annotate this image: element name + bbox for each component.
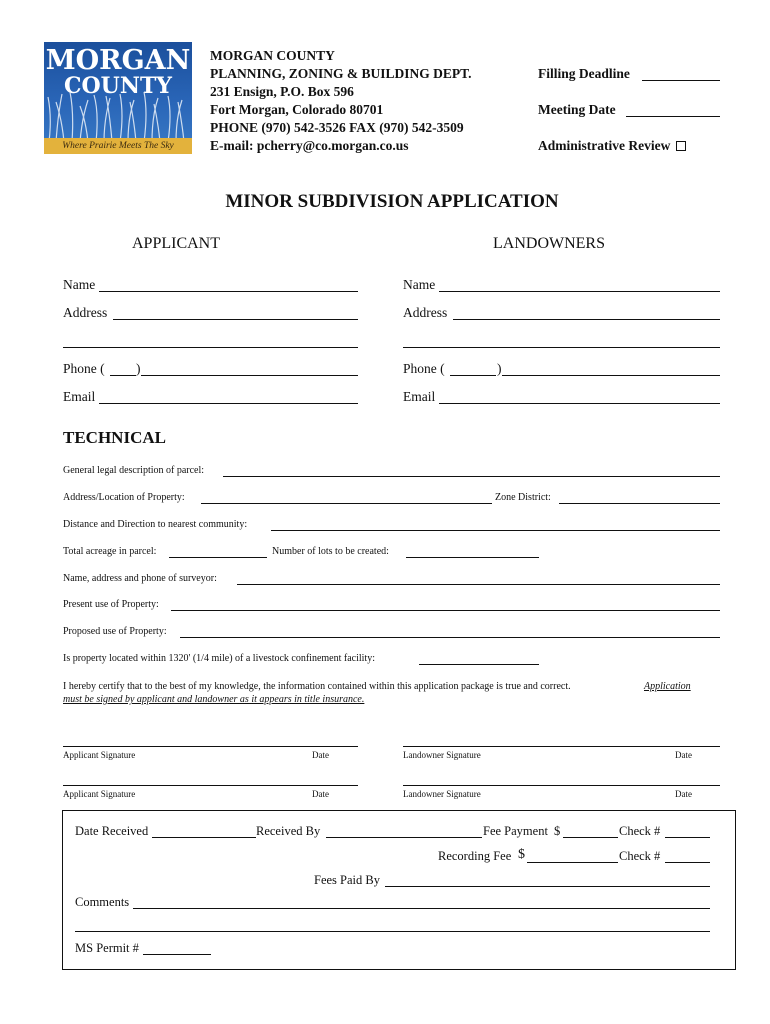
legal-desc-field[interactable] [223, 476, 720, 477]
applicant-signature-label-1: Applicant Signature [63, 750, 136, 760]
fee-check-label: Check # [619, 824, 661, 838]
header-dept: PLANNING, ZONING & BUILDING DEPT. [210, 66, 472, 81]
ms-permit-field[interactable] [143, 954, 211, 955]
distance-field[interactable] [271, 530, 720, 531]
applicant-name-field[interactable] [99, 291, 358, 292]
fees-paid-by-label: Fees Paid By [314, 873, 380, 887]
landowner-name-label: Name [403, 277, 436, 292]
admin-review-checkbox[interactable] [676, 141, 686, 151]
proposed-use-label: Proposed use of Property: [63, 626, 167, 637]
applicant-heading: APPLICANT [132, 235, 221, 252]
acreage-label: Total acreage in parcel: [63, 546, 157, 557]
landowners-heading: LANDOWNERS [493, 235, 605, 252]
admin-review-row [538, 138, 686, 154]
landowner-name-field[interactable] [439, 291, 720, 292]
present-use-field[interactable] [171, 610, 720, 611]
lots-label: Number of lots to be created: [272, 546, 389, 557]
fee-payment-label: Fee Payment [483, 824, 548, 838]
surveyor-field[interactable] [237, 584, 720, 585]
address-location-label: Address/Location of Property: [63, 492, 185, 503]
recording-fee-label: Recording Fee [438, 849, 512, 863]
filing-deadline-label: Filling Deadline [538, 66, 630, 81]
date-received-field[interactable] [152, 837, 256, 838]
landowner-email-label: Email [403, 389, 436, 404]
applicant-date-label-2: Date [312, 789, 329, 799]
admin-review-label: Administrative Review [538, 138, 671, 153]
header-address2: Fort Morgan, Colorado 80701 [210, 102, 384, 117]
lots-field[interactable] [406, 557, 539, 558]
applicant-phone-field[interactable] [141, 375, 358, 376]
landowner-phone-area-field[interactable] [450, 375, 496, 376]
applicant-address-field[interactable] [113, 319, 358, 320]
date-received-label: Date Received [75, 824, 149, 838]
recording-check-field[interactable] [665, 862, 710, 863]
landowner-date-label-2: Date [675, 789, 692, 799]
applicant-signature-label-2: Applicant Signature [63, 789, 136, 799]
landowner-signature-line-1[interactable] [403, 746, 720, 747]
header-org: MORGAN COUNTY [210, 48, 335, 63]
county-logo [44, 42, 192, 154]
landowner-phone-close: ) [497, 361, 502, 376]
zone-district-field[interactable] [559, 503, 720, 504]
landowner-address-line2[interactable] [403, 347, 720, 348]
applicant-name-label: Name [63, 277, 96, 292]
address-location-field[interactable] [201, 503, 492, 504]
landowner-address-label: Address [403, 305, 448, 320]
technical-heading: TECHNICAL [63, 428, 166, 447]
landowner-signature-label-1: Landowner Signature [403, 750, 481, 760]
recording-fee-field[interactable] [527, 862, 618, 863]
recording-check-label: Check # [619, 849, 661, 863]
landowner-address-field[interactable] [453, 319, 720, 320]
legal-desc-label: General legal description of parcel: [63, 465, 205, 476]
certify-note1: Application [644, 681, 691, 692]
header-phone: PHONE (970) 542-3526 FAX (970) 542-3509 [210, 120, 464, 135]
header-email: E-mail: pcherry@co.morgan.co.us [210, 138, 409, 153]
landowner-date-label-1: Date [675, 750, 692, 760]
applicant-phone-close: ) [136, 361, 141, 376]
distance-label: Distance and Direction to nearest community: [63, 519, 248, 530]
landowner-signature-label-2: Landowner Signature [403, 789, 481, 799]
page-title: MINOR SUBDIVISION APPLICATION [225, 191, 559, 212]
logo-line1: MORGAN [45, 45, 191, 76]
landowner-phone-field[interactable] [502, 375, 720, 376]
proposed-use-field[interactable] [180, 637, 720, 638]
applicant-signature-line-2[interactable] [63, 785, 358, 786]
fee-payment-field[interactable] [563, 837, 618, 838]
logo-tagline: Where Prairie Meets The Sky [44, 138, 192, 154]
filing-deadline-field[interactable] [642, 80, 720, 81]
logo-line2: COUNTY [63, 73, 173, 99]
landowner-signature-line-2[interactable] [403, 785, 720, 786]
meeting-date-field[interactable] [626, 116, 720, 117]
applicant-address-label: Address [63, 305, 108, 320]
received-by-label: Received By [256, 824, 321, 838]
landowner-email-field[interactable] [439, 403, 720, 404]
comments-line2[interactable] [75, 931, 710, 932]
fee-payment-dollar: $ [554, 824, 561, 838]
recording-fee-dollar: $ [518, 847, 525, 862]
applicant-email-field[interactable] [99, 403, 358, 404]
applicant-phone-label: Phone ( [63, 361, 105, 376]
comments-label: Comments [75, 895, 130, 909]
fee-check-field[interactable] [665, 837, 710, 838]
applicant-email-label: Email [63, 389, 96, 404]
certify-note2: must be signed by applicant and landowner as it appears in title insurance. [63, 694, 365, 705]
landowner-phone-label: Phone ( [403, 361, 445, 376]
ms-permit-label: MS Permit # [75, 941, 139, 955]
header-address1: 231 Ensign, P.O. Box 596 [210, 84, 354, 99]
livestock-label: Is property located within 1320' (1/4 mile) of a livestock confinement facility: [63, 653, 375, 664]
applicant-signature-line-1[interactable] [63, 746, 358, 747]
acreage-field[interactable] [169, 557, 267, 558]
surveyor-label: Name, address and phone of surveyor: [63, 573, 217, 584]
prairie-grass-icon [44, 92, 192, 142]
received-by-field[interactable] [326, 837, 482, 838]
present-use-label: Present use of Property: [63, 599, 159, 610]
applicant-address-line2[interactable] [63, 347, 358, 348]
applicant-phone-area-field[interactable] [110, 375, 136, 376]
meeting-date-label: Meeting Date [538, 102, 616, 117]
applicant-date-label-1: Date [312, 750, 329, 760]
certify-text: I hereby certify that to the best of my knowledge, the information contained within this application package is true and correct. [63, 681, 571, 692]
fees-paid-by-field[interactable] [385, 886, 710, 887]
zone-district-label: Zone District: [495, 492, 551, 503]
comments-field[interactable] [133, 908, 710, 909]
livestock-field[interactable] [419, 664, 539, 665]
